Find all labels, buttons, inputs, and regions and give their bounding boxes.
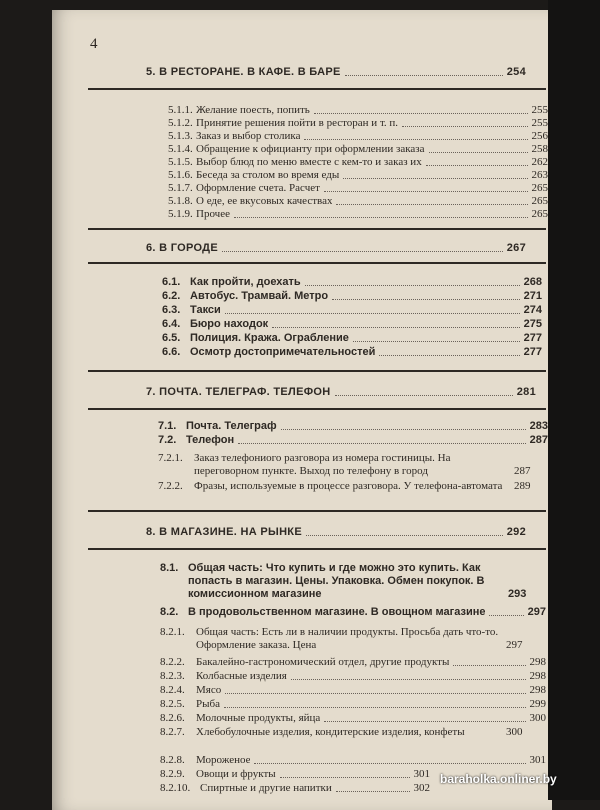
- divider: [88, 510, 546, 512]
- divider: [88, 548, 546, 550]
- watermark: baraholka.onliner.by: [440, 772, 557, 786]
- toc-entry: 8.2.5. Рыба 299: [160, 698, 546, 710]
- toc-entry: 8.2.3. Колбасные изделия 298: [160, 670, 546, 682]
- toc-entry: 5.1.3. Заказ и выбор столика 256: [168, 130, 548, 142]
- toc-entry: 6.4. Бюро находок 275: [162, 318, 542, 330]
- section-7-heading: 7. ПОЧТА. ТЕЛЕГРАФ. ТЕЛЕФОН 281: [146, 386, 536, 398]
- toc-entry: 7.2.2. Фразы, используемые в процессе разговора. У телефона-автомата 289: [158, 480, 531, 492]
- toc-entry: 8.2.9. Овощи и фрукты 301: [160, 768, 430, 780]
- toc-entry: 6.1. Как пройти, доехать 268: [162, 276, 542, 288]
- toc-entry: 5.1.9. Прочее 265: [168, 208, 548, 220]
- toc-entry: 5.1.1. Желание поесть, попить 255: [168, 104, 548, 116]
- toc-entry: 8.2. В продовольственном магазине. В овощном магазине 297: [160, 606, 546, 618]
- divider: [88, 262, 546, 264]
- divider: [88, 228, 546, 230]
- page-number: 4: [90, 36, 98, 52]
- section-6-heading: 6. В ГОРОДЕ 267: [146, 242, 526, 254]
- divider: [88, 88, 546, 90]
- toc-entry: 5.1.7. Оформление счета. Расчет 265: [168, 182, 548, 194]
- divider: [88, 408, 546, 410]
- toc-entry: 6.2. Автобус. Трамвай. Метро 271: [162, 290, 542, 302]
- section-8-heading: 8. В МАГАЗИНЕ. НА РЫНКЕ 292: [146, 526, 526, 538]
- section-5-heading: 5. В РЕСТОРАНЕ. В КАФЕ. В БАРЕ 254: [146, 66, 526, 78]
- toc-entry: 8.2.2. Бакалейно-гастрономический отдел, другие продукты 298: [160, 656, 546, 668]
- toc-entry: 7.2. Телефон 287: [158, 434, 548, 446]
- toc-entry: 8.2.4. Мясо 298: [160, 684, 546, 696]
- toc-entry: 8.2.8. Мороженое 301: [160, 754, 546, 766]
- toc-entry: 5.1.6. Беседа за столом во время еды 263: [168, 169, 548, 181]
- toc-entry: 8.2.1. Общая часть: Есть ли в наличии продукты. Просьба дать что-то. Оформление заказа. Цена 297: [160, 626, 523, 651]
- toc-entry: 8.2.10. Спиртные и другие напитки 302: [160, 782, 430, 794]
- toc-entry: 8.2.7. Хлебобулочные изделия, кондитерские изделия, конфеты 300: [160, 726, 523, 738]
- toc-entry: 8.1. Общая часть: Что купить и где можно это купить. Как попасть в магазин. Цены. Упаковка. Обмен покупок. В комиссионном магазине 293: [160, 562, 527, 600]
- toc-entry: 7.1. Почта. Телеграф 283: [158, 420, 548, 432]
- toc-entry: 6.5. Полиция. Кража. Ограбление 277: [162, 332, 542, 344]
- toc-entry: 5.1.5. Выбор блюд по меню вместе с кем-то и заказ их 262: [168, 156, 548, 168]
- toc-entry: 5.1.8. О еде, ее вкусовых качествах 265: [168, 195, 548, 207]
- toc-entry: 5.1.4. Обращение к официанту при оформлении заказа 258: [168, 143, 548, 155]
- toc-entry: 6.6. Осмотр достопримечательностей 277: [162, 346, 542, 358]
- toc-entry: 5.1.2. Принятие решения пойти в ресторан и т. п. 255: [168, 117, 548, 129]
- dark-background: [548, 0, 600, 800]
- toc-entry: 6.3. Такси 274: [162, 304, 542, 316]
- toc-entry: 8.2.6. Молочные продукты, яйца 300: [160, 712, 546, 724]
- toc-entry: 7.2.1. Заказ телефониого разговора из номера гостиницы. На переговорном пункте. Выход по телефону в город 287: [158, 452, 531, 477]
- divider: [88, 370, 546, 372]
